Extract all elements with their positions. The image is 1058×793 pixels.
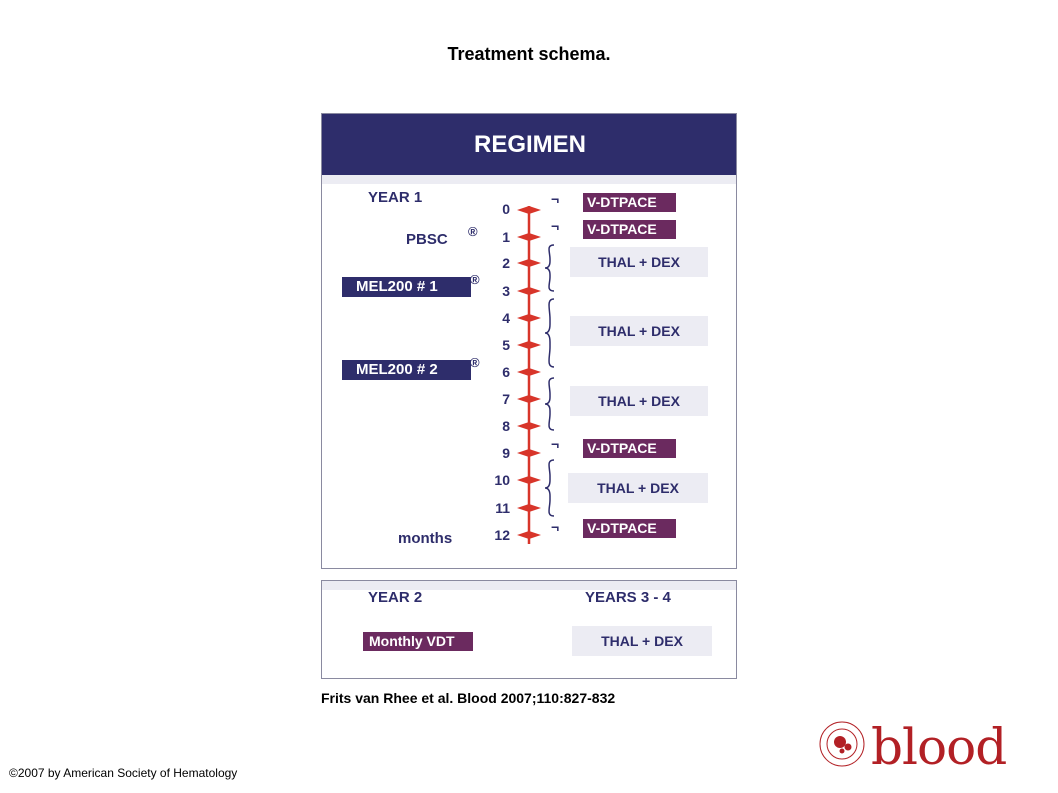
hook-symbol: ¬ xyxy=(551,519,560,535)
month-number: 10 xyxy=(494,472,510,488)
month-arrow xyxy=(517,368,541,376)
hook-symbol: ¬ xyxy=(551,218,560,234)
month-number: 4 xyxy=(502,310,510,326)
month-number: 9 xyxy=(502,445,510,461)
figure-title: Treatment schema. xyxy=(447,44,611,64)
month-arrow xyxy=(517,504,541,512)
brace xyxy=(545,299,554,367)
month-number: 6 xyxy=(502,364,510,380)
mel200-2-box: MEL200 # 2 xyxy=(342,360,471,380)
thal-dex-box: THAL + DEX xyxy=(570,386,708,416)
month-arrow xyxy=(517,395,541,403)
pbsc-reg-symbol: ® xyxy=(468,224,478,239)
pbsc-label: PBSC xyxy=(406,231,448,248)
month-number: 3 xyxy=(502,283,510,299)
hook-symbol: ¬ xyxy=(551,191,560,207)
regimen-header: REGIMEN xyxy=(322,114,736,175)
maintenance-thal-dex-box: THAL + DEX xyxy=(572,626,712,656)
month-number: 8 xyxy=(502,418,510,434)
vdtpace-box: V-DTPACE xyxy=(583,220,676,239)
month-arrow xyxy=(517,233,541,241)
month-arrow xyxy=(517,476,541,484)
regimen-panel xyxy=(321,113,737,569)
mel200-1-reg-symbol: ® xyxy=(470,272,480,287)
brace xyxy=(545,245,554,291)
years34-label: YEARS 3 - 4 xyxy=(585,589,671,606)
vdtpace-box: V-DTPACE xyxy=(583,439,676,458)
maintenance-panel xyxy=(321,580,737,679)
month-number: 0 xyxy=(502,201,510,217)
month-number: 5 xyxy=(502,337,510,353)
month-arrow xyxy=(517,259,541,267)
blood-logo-text: blood xyxy=(871,718,1007,776)
mel200-1-box: MEL200 # 1 xyxy=(342,277,471,297)
vdtpace-box: V-DTPACE xyxy=(583,193,676,212)
vdtpace-box: V-DTPACE xyxy=(583,519,676,538)
month-number: 12 xyxy=(494,527,510,543)
month-arrow xyxy=(517,206,541,214)
copyright: ©2007 by American Society of Hematology xyxy=(9,766,238,780)
month-number: 1 xyxy=(502,229,510,245)
month-number: 7 xyxy=(502,391,510,407)
month-arrow xyxy=(517,449,541,457)
month-number: 11 xyxy=(495,500,510,516)
months-label: months xyxy=(398,530,453,547)
thal-dex-box: THAL + DEX xyxy=(568,473,708,503)
brace xyxy=(545,378,554,430)
month-arrow xyxy=(517,314,541,322)
month-arrow xyxy=(517,341,541,349)
month-arrow xyxy=(517,422,541,430)
brace xyxy=(545,460,554,516)
year1-label: YEAR 1 xyxy=(368,189,423,206)
thal-dex-box: THAL + DEX xyxy=(570,316,708,346)
treatment-braces xyxy=(545,245,554,516)
hook-symbol: ¬ xyxy=(551,436,560,452)
month-arrow xyxy=(517,531,541,539)
month-arrow xyxy=(517,287,541,295)
ash-seal-icon xyxy=(818,720,866,768)
thal-dex-box: THAL + DEX xyxy=(570,247,708,277)
year2-label: YEAR 2 xyxy=(368,589,423,606)
month-number: 2 xyxy=(502,255,510,271)
monthly-vdt-box: Monthly VDT xyxy=(363,632,473,651)
citation: Frits van Rhee et al. Blood 2007;110:827-832 xyxy=(321,690,616,706)
mel200-2-reg-symbol: ® xyxy=(470,355,480,370)
